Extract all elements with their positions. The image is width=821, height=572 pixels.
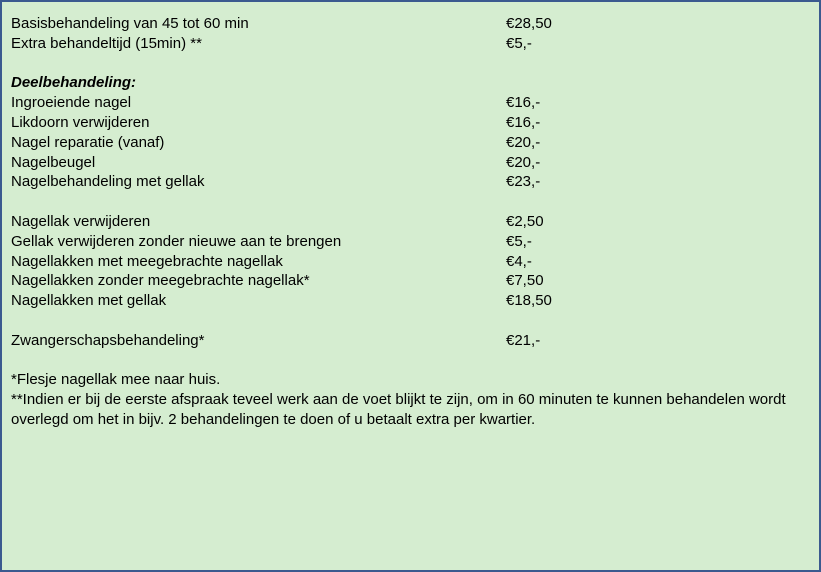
price-row	[11, 212, 811, 232]
service-name: Nagelbeugel	[11, 153, 96, 171]
service-price: €18,50	[506, 292, 552, 310]
service-price: €2,50	[506, 212, 544, 230]
price-row	[11, 232, 811, 252]
service-price: €16,-	[506, 113, 541, 131]
service-price: €20,-	[506, 133, 541, 151]
price-row	[11, 113, 811, 133]
service-name: Gellak verwijderen zonder nieuwe aan te brengen	[11, 232, 342, 250]
price-row	[11, 93, 811, 113]
service-name: Nagellak verwijderen	[11, 212, 151, 230]
service-name: Nagelbehandeling met gellak	[11, 173, 205, 191]
price-row	[11, 34, 811, 54]
section-heading: Deelbehandeling:	[11, 74, 137, 92]
spacer	[11, 311, 811, 331]
price-row	[11, 271, 811, 291]
footnote: *Flesje nagellak mee naar huis.	[11, 371, 221, 389]
service-name: Nagellakken met gellak	[11, 292, 167, 310]
service-name: Likdoorn verwijderen	[11, 113, 150, 131]
service-name: Zwangerschapsbehandeling*	[11, 331, 205, 349]
price-row	[11, 133, 811, 153]
service-price: €21,-	[506, 331, 541, 349]
price-list-content	[11, 14, 811, 430]
service-price: €23,-	[506, 173, 541, 191]
price-row	[11, 172, 811, 192]
service-price: €16,-	[506, 94, 541, 112]
service-price: €4,-	[506, 252, 532, 270]
service-name: Ingroeiende nagel	[11, 94, 132, 112]
price-row	[11, 252, 811, 272]
footnotes	[11, 370, 811, 429]
price-row	[11, 153, 811, 173]
service-name: Nagellakken met meegebrachte nagellak	[11, 252, 283, 270]
spacer	[11, 192, 811, 212]
price-row	[11, 14, 811, 34]
service-name: Nagel reparatie (vanaf)	[11, 133, 165, 151]
service-price: €20,-	[506, 153, 541, 171]
service-name: Extra behandeltijd (15min) **	[11, 34, 202, 52]
price-row	[11, 291, 811, 311]
service-price: €5,-	[506, 232, 532, 250]
service-name: Nagellakken zonder meegebrachte nagellak*	[11, 272, 310, 290]
service-price: €28,50	[506, 15, 552, 32]
service-price: €5,-	[506, 34, 532, 52]
footnote: **Indien er bij de eerste afspraak teveel werk aan de voet blijkt te zijn, om in 60 minuten te kunnen behandelen wordt overlegd om het in bijv. 2 behandelingen te doen of u betaalt extra per kwartier.	[11, 391, 786, 428]
spacer	[11, 54, 811, 74]
spacer	[11, 351, 811, 371]
service-name: Basisbehandeling van 45 tot 60 min	[11, 15, 249, 32]
price-row	[11, 331, 811, 351]
service-price: €7,50	[506, 272, 544, 290]
